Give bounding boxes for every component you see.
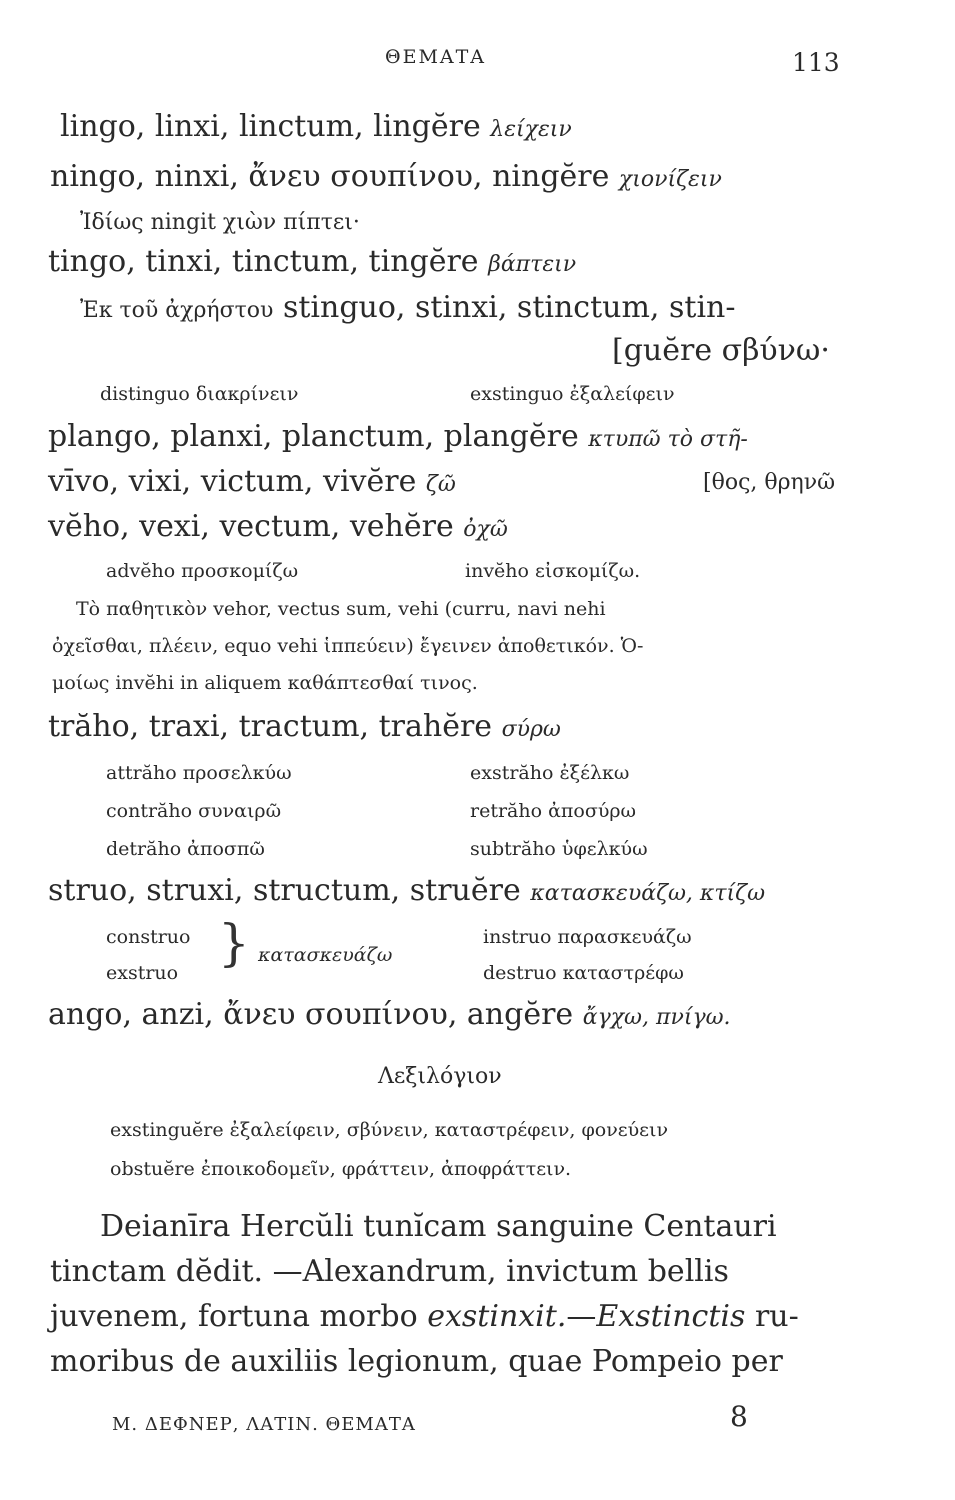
entry-greek: βάπτειν xyxy=(488,252,577,277)
entry-latin: stinguo, stinxi, stinctum, stin- xyxy=(282,290,736,325)
entry-latin: ango, anzi, ἄνευ σουπίνου, angĕre xyxy=(48,997,574,1032)
entry-latin: vīvo, vixi, victum, vivĕre xyxy=(48,464,417,499)
compound-instruo: instruo παρασκευάζω xyxy=(483,926,692,948)
compound-retraho: retrăho ἀποσύρω xyxy=(470,800,637,822)
entry-greek: ὀχῶ xyxy=(463,517,508,542)
compound-destruo: destruo καταστρέφω xyxy=(483,962,684,984)
entry-traho xyxy=(48,709,561,744)
footer-imprint: Μ. ΔΕΦΝΕΡ, ΛΑΤΙΝ. ΘΕΜΑΤΑ xyxy=(112,1414,416,1435)
entry-greek: ἄγχω, πνίγω. xyxy=(582,1005,731,1030)
entry-veho xyxy=(48,509,508,544)
paragraph-line: Τὸ παθητικὸν vehor, vectus sum, vehi (curru, navi nehi xyxy=(76,598,606,620)
compound-subtraho: subtrăho ὑφελκύω xyxy=(470,838,648,860)
entry-lingo xyxy=(60,109,572,144)
compound-attraho: attrăho προσελκύω xyxy=(106,762,292,784)
entry-prefix: Ἐκ τοῦ ἀχρήστου xyxy=(80,298,274,323)
entry-plango xyxy=(48,419,748,454)
brace-icon: } xyxy=(218,914,250,972)
vocabulary-line: obstuĕre ἐποικοδομεῖν, φράττειν, ἀποφράττειν. xyxy=(110,1158,572,1180)
exercise-italic: Exstinctis xyxy=(596,1299,746,1334)
exercise-text: ru- xyxy=(754,1299,799,1334)
exercise-line xyxy=(50,1299,799,1334)
entry-latin: plango, planxi, planctum, plangĕre xyxy=(48,419,579,454)
exercise-dash: — xyxy=(566,1299,597,1334)
compound-exstruo: exstruo xyxy=(106,962,179,984)
exercise-line: Deianīra Hercŭli tunĭcam sanguine Centauri xyxy=(100,1209,777,1244)
compound-detraho: detrăho ἀποσπῶ xyxy=(106,838,265,860)
compound-distinguo: distinguo διακρίνειν xyxy=(100,383,299,405)
entry-greek: λείχειν xyxy=(490,117,572,142)
entry-ningo xyxy=(50,159,722,194)
exercise-text: juvenem, fortuna morbo xyxy=(50,1299,418,1334)
vocabulary-heading: Λεξιλόγιον xyxy=(378,1064,502,1089)
entry-ango xyxy=(48,997,731,1032)
entry-latin: tingo, tinxi, tinctum, tingĕre xyxy=(48,244,479,279)
exercise-italic: exstinxit. xyxy=(427,1299,567,1334)
paragraph-line: μοίως invĕhi in aliquem καθάπτεσθαί τινος. xyxy=(52,672,478,694)
compound-contraho: contrăho συναιρῶ xyxy=(106,800,282,822)
exercise-line: moribus de auxiliis legionum, quae Pompeio per xyxy=(50,1344,783,1379)
running-title: ΘΕΜΑΤΑ xyxy=(385,46,487,68)
entry-note: Ἰδίως ningit χιὼν πίπτει· xyxy=(80,210,360,235)
entry-latin: ningo, ninxi, ἄνευ σουπίνου, ningĕre xyxy=(50,159,610,194)
page-footer xyxy=(0,1400,955,1448)
footer-signature: 8 xyxy=(730,1400,748,1433)
compound-inveho: invĕho εἰσκομίζω. xyxy=(465,560,641,582)
entry-tingo xyxy=(48,244,577,279)
compound-exstinguo: exstinguo ἐξαλείφειν xyxy=(470,383,675,405)
entry-greek: κατασκευάζω, κτίζω xyxy=(530,881,766,906)
entry-vivo xyxy=(48,464,456,499)
entry-latin: lingo, linxi, linctum, lingĕre xyxy=(60,109,481,144)
compound-adveho: advĕho προσκομίζω xyxy=(106,560,299,582)
brace-gloss: κατασκευάζω xyxy=(258,944,393,966)
page-header xyxy=(0,44,955,84)
entry-greek: ζῶ xyxy=(425,472,456,497)
exercise-line: tinctam dĕdit. —Alexandrum, invictum bellis xyxy=(50,1254,729,1289)
entry-greek: κτυπῶ τὸ στῆ- xyxy=(588,427,748,452)
entry-continuation: [θος, θρηνῶ xyxy=(703,470,836,495)
entry-latin: trăho, traxi, tractum, trahĕre xyxy=(48,709,493,744)
entry-greek: σύρω xyxy=(501,717,561,742)
entry-latin: vĕho, vexi, vectum, vehĕre xyxy=(48,509,454,544)
compound-construo: construo xyxy=(106,926,191,948)
entry-stinguo xyxy=(80,290,736,325)
compound-exstraho: exstrăho ἐξέλκω xyxy=(470,762,630,784)
vocabulary-line: exstinguĕre ἐξαλείφειν, σβύνειν, καταστρέφειν, φονεύειν xyxy=(110,1119,668,1141)
paragraph-line: ὀχεῖσθαι, πλέειν, equo vehi ἱππεύειν) ἔγεινεν ἀποθετικόν. Ὁ- xyxy=(52,635,644,657)
entry-continuation: [guĕre σβύνω· xyxy=(612,333,830,368)
entry-greek: χιονίζειν xyxy=(618,167,722,192)
page-number: 113 xyxy=(792,48,840,77)
entry-struo xyxy=(48,873,766,908)
entry-latin: struo, struxi, structum, struĕre xyxy=(48,873,521,908)
